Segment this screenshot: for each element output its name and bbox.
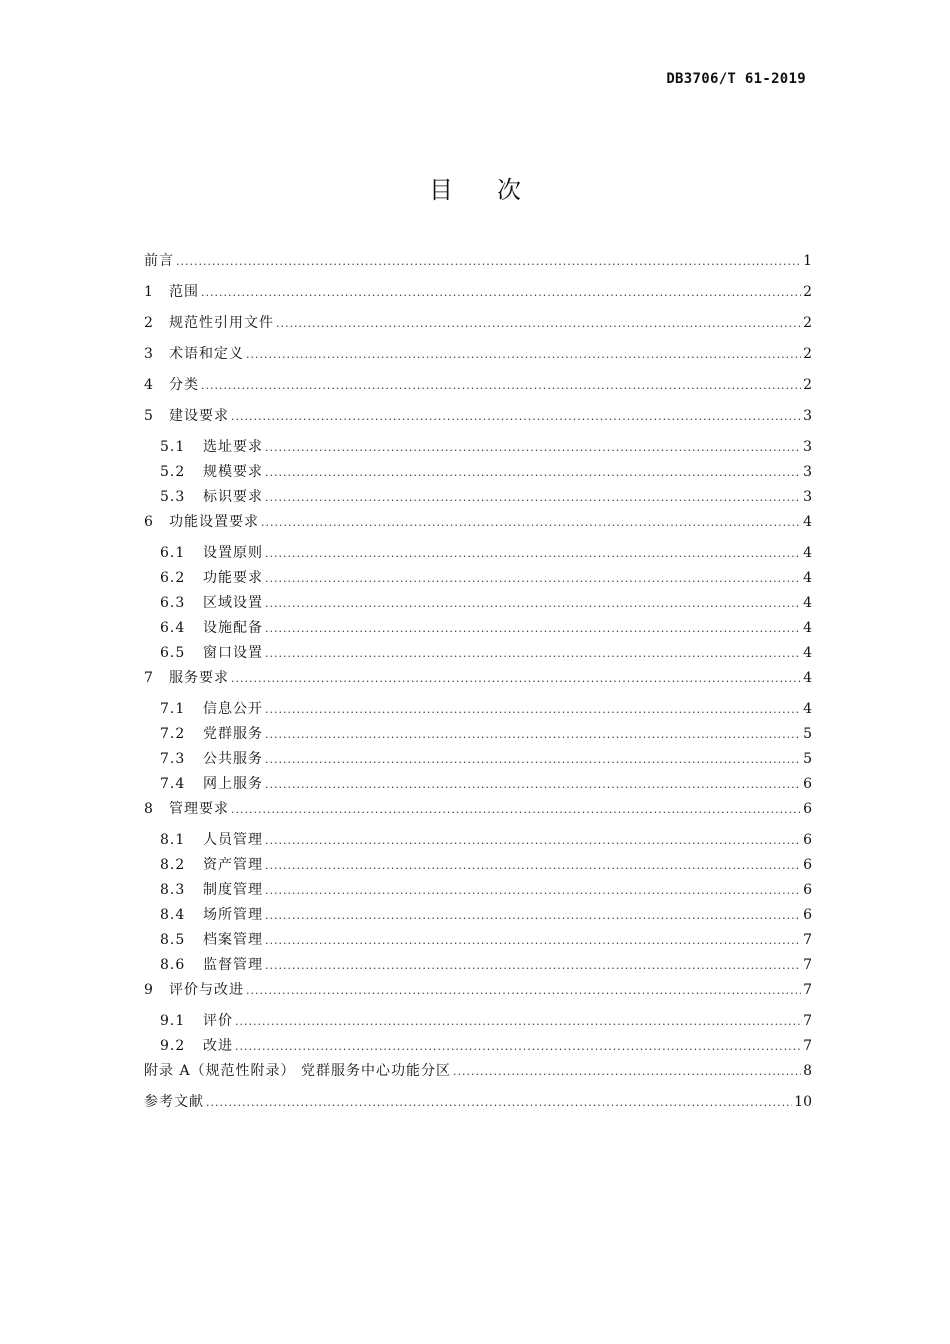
toc-entry-number: 6.3 [160, 595, 186, 611]
toc-entry-page: 7 [803, 932, 812, 948]
toc-entry-label: 术语和定义 [169, 346, 244, 362]
dot-leader [176, 249, 801, 274]
toc-entry-label: 场所管理 [203, 907, 263, 923]
toc-entry-page: 3 [803, 489, 812, 505]
dot-leader [265, 460, 801, 485]
toc-entry-page: 7 [803, 1038, 812, 1054]
dot-leader [265, 541, 801, 566]
toc-entry-number: 5.3 [160, 489, 186, 505]
toc-entry-page: 4 [803, 595, 812, 611]
toc-entry[interactable] [144, 953, 812, 978]
toc-entry-number: 8.2 [160, 857, 186, 873]
toc-entry-page: 4 [803, 545, 812, 561]
toc-entry-label: 公共服务 [203, 751, 263, 767]
toc-entry-page: 7 [803, 957, 812, 973]
toc-entry-label: 评价 [203, 1013, 233, 1029]
document-code: DB3706/T 61-2019 [666, 71, 806, 87]
dot-leader [265, 616, 801, 641]
toc-entry-label: 规范性引用文件 [169, 315, 274, 331]
dot-leader [235, 1009, 801, 1034]
toc-entry-label: 选址要求 [203, 439, 263, 455]
dot-leader [265, 878, 801, 903]
toc-entry-label: 党群服务 [203, 726, 263, 742]
dot-leader [265, 722, 801, 747]
toc-entry-page: 5 [803, 751, 812, 767]
toc-entry-number: 6.4 [160, 620, 186, 636]
toc-entry-page: 10 [794, 1094, 812, 1110]
toc-entry-label: 信息公开 [203, 701, 263, 717]
dot-leader [265, 566, 801, 591]
toc-entry[interactable] [144, 510, 812, 541]
toc-entry[interactable] [144, 878, 812, 903]
toc-entry[interactable] [144, 373, 812, 404]
toc-entry-page: 8 [803, 1063, 812, 1079]
toc-entry-page: 6 [803, 801, 812, 817]
toc-entry-number: 3 [144, 346, 153, 362]
toc-entry-number: 7.1 [160, 701, 186, 717]
toc-entry-label: 监督管理 [203, 957, 263, 973]
toc-entry[interactable] [144, 1059, 812, 1090]
toc-entry-label: 服务要求 [169, 670, 229, 686]
toc-entry-label: 功能要求 [203, 570, 263, 586]
toc-entry-label: 资产管理 [203, 857, 263, 873]
dot-leader [201, 280, 801, 305]
toc-entry-number: 6.1 [160, 545, 186, 561]
toc-entry-page: 3 [803, 408, 812, 424]
dot-leader [453, 1059, 801, 1084]
toc-entry-label: 附录 A（规范性附录） 党群服务中心功能分区 [144, 1063, 452, 1079]
toc-entry-label: 窗口设置 [203, 645, 263, 661]
toc-entry-page: 6 [803, 857, 812, 873]
toc-entry[interactable] [144, 591, 812, 616]
dot-leader [276, 311, 801, 336]
toc-entry[interactable] [144, 1034, 812, 1059]
dot-leader [231, 404, 801, 429]
toc-entry[interactable] [144, 722, 812, 747]
dot-leader [265, 485, 801, 510]
toc-entry[interactable] [144, 311, 812, 342]
toc-entry-label: 管理要求 [169, 801, 229, 817]
toc-entry-page: 6 [803, 832, 812, 848]
toc-entry-number: 6.5 [160, 645, 186, 661]
toc-entry-number: 7.2 [160, 726, 186, 742]
toc-entry-page: 7 [803, 1013, 812, 1029]
toc-entry-number: 7.4 [160, 776, 186, 792]
dot-leader [235, 1034, 801, 1059]
toc-entry-number: 8 [144, 801, 153, 817]
toc-entry-number: 5.1 [160, 439, 186, 455]
toc-entry-label: 范围 [169, 284, 199, 300]
toc-entry[interactable] [144, 460, 812, 485]
dot-leader [265, 697, 801, 722]
dot-leader [265, 772, 801, 797]
dot-leader [206, 1090, 792, 1115]
toc-entry-page: 5 [803, 726, 812, 742]
dot-leader [201, 373, 801, 398]
toc-entry-page: 2 [803, 315, 812, 331]
dot-leader [231, 797, 801, 822]
toc-entry-page: 2 [803, 377, 812, 393]
toc-entry-number: 5.2 [160, 464, 186, 480]
toc-entry-label: 改进 [203, 1038, 233, 1054]
toc-entry[interactable] [144, 928, 812, 953]
toc-entry-page: 1 [803, 253, 812, 269]
dot-leader [261, 510, 801, 535]
toc-entry-number: 7.3 [160, 751, 186, 767]
toc-entry-page: 2 [803, 284, 812, 300]
toc-entry-label: 区域设置 [203, 595, 263, 611]
toc-entry-page: 3 [803, 439, 812, 455]
toc-entry-page: 4 [803, 570, 812, 586]
toc-entry[interactable] [144, 485, 812, 510]
toc-entry-page: 4 [803, 701, 812, 717]
toc-entry-page: 6 [803, 776, 812, 792]
toc-entry-page: 6 [803, 882, 812, 898]
toc-entry[interactable] [144, 828, 812, 853]
toc-entry[interactable] [144, 666, 812, 697]
toc-entry-page: 4 [803, 514, 812, 530]
dot-leader [265, 928, 801, 953]
toc-entry-number: 8.6 [160, 957, 186, 973]
dot-leader [265, 641, 801, 666]
toc-entry[interactable] [144, 541, 812, 566]
dot-leader [246, 342, 801, 367]
dot-leader [265, 435, 801, 460]
toc-entry-label: 前言 [144, 253, 174, 269]
toc-entry[interactable] [144, 641, 812, 666]
toc-entry-number: 9.2 [160, 1038, 186, 1054]
toc-entry-number: 5 [144, 408, 153, 424]
toc-entry-page: 2 [803, 346, 812, 362]
dot-leader [265, 591, 801, 616]
toc-entry[interactable] [144, 249, 812, 280]
toc-entry[interactable] [144, 797, 812, 828]
toc-entry[interactable] [144, 616, 812, 641]
dot-leader [265, 853, 801, 878]
toc-entry-label: 档案管理 [203, 932, 263, 948]
toc-entry-label: 规模要求 [203, 464, 263, 480]
toc-entry-label: 功能设置要求 [169, 514, 259, 530]
toc-entry[interactable] [144, 978, 812, 1009]
toc-entry[interactable] [144, 697, 812, 722]
toc-entry-number: 4 [144, 377, 153, 393]
dot-leader [246, 978, 801, 1003]
toc-entry-number: 8.5 [160, 932, 186, 948]
table-of-contents [144, 249, 812, 1121]
toc-entry-number: 1 [144, 284, 153, 300]
dot-leader [265, 903, 801, 928]
toc-entry-label: 标识要求 [203, 489, 263, 505]
toc-entry-label: 评价与改进 [169, 982, 244, 998]
toc-entry-label: 设施配备 [203, 620, 263, 636]
toc-entry-label: 制度管理 [203, 882, 263, 898]
toc-entry-number: 6.2 [160, 570, 186, 586]
toc-entry[interactable] [144, 853, 812, 878]
toc-entry[interactable] [144, 1009, 812, 1034]
toc-entry-label: 建设要求 [169, 408, 229, 424]
toc-entry[interactable] [144, 280, 812, 311]
toc-entry-page: 4 [803, 620, 812, 636]
toc-entry[interactable] [144, 903, 812, 928]
toc-entry[interactable] [144, 435, 812, 460]
toc-entry-number: 2 [144, 315, 153, 331]
toc-entry-number: 6 [144, 514, 153, 530]
toc-entry[interactable] [144, 404, 812, 435]
toc-entry-label: 设置原则 [203, 545, 263, 561]
dot-leader [265, 953, 801, 978]
toc-entry[interactable] [144, 772, 812, 797]
toc-entry-page: 3 [803, 464, 812, 480]
dot-leader [231, 666, 801, 691]
toc-entry[interactable] [144, 747, 812, 772]
toc-entry[interactable] [144, 342, 812, 373]
toc-entry-number: 8.4 [160, 907, 186, 923]
toc-entry-number: 9.1 [160, 1013, 186, 1029]
toc-entry[interactable] [144, 1090, 812, 1121]
toc-entry-number: 8.3 [160, 882, 186, 898]
toc-entry[interactable] [144, 566, 812, 591]
toc-entry-page: 6 [803, 907, 812, 923]
toc-entry-label: 参考文献 [144, 1094, 204, 1110]
toc-entry-page: 4 [803, 670, 812, 686]
toc-title: 目次 [429, 176, 565, 204]
toc-entry-label: 分类 [169, 377, 199, 393]
toc-entry-number: 8.1 [160, 832, 186, 848]
dot-leader [265, 747, 801, 772]
toc-entry-number: 9 [144, 982, 153, 998]
toc-entry-label: 人员管理 [203, 832, 263, 848]
toc-entry-label: 网上服务 [203, 776, 263, 792]
toc-entry-page: 7 [803, 982, 812, 998]
dot-leader [265, 828, 801, 853]
toc-entry-number: 7 [144, 670, 153, 686]
toc-entry-page: 4 [803, 645, 812, 661]
